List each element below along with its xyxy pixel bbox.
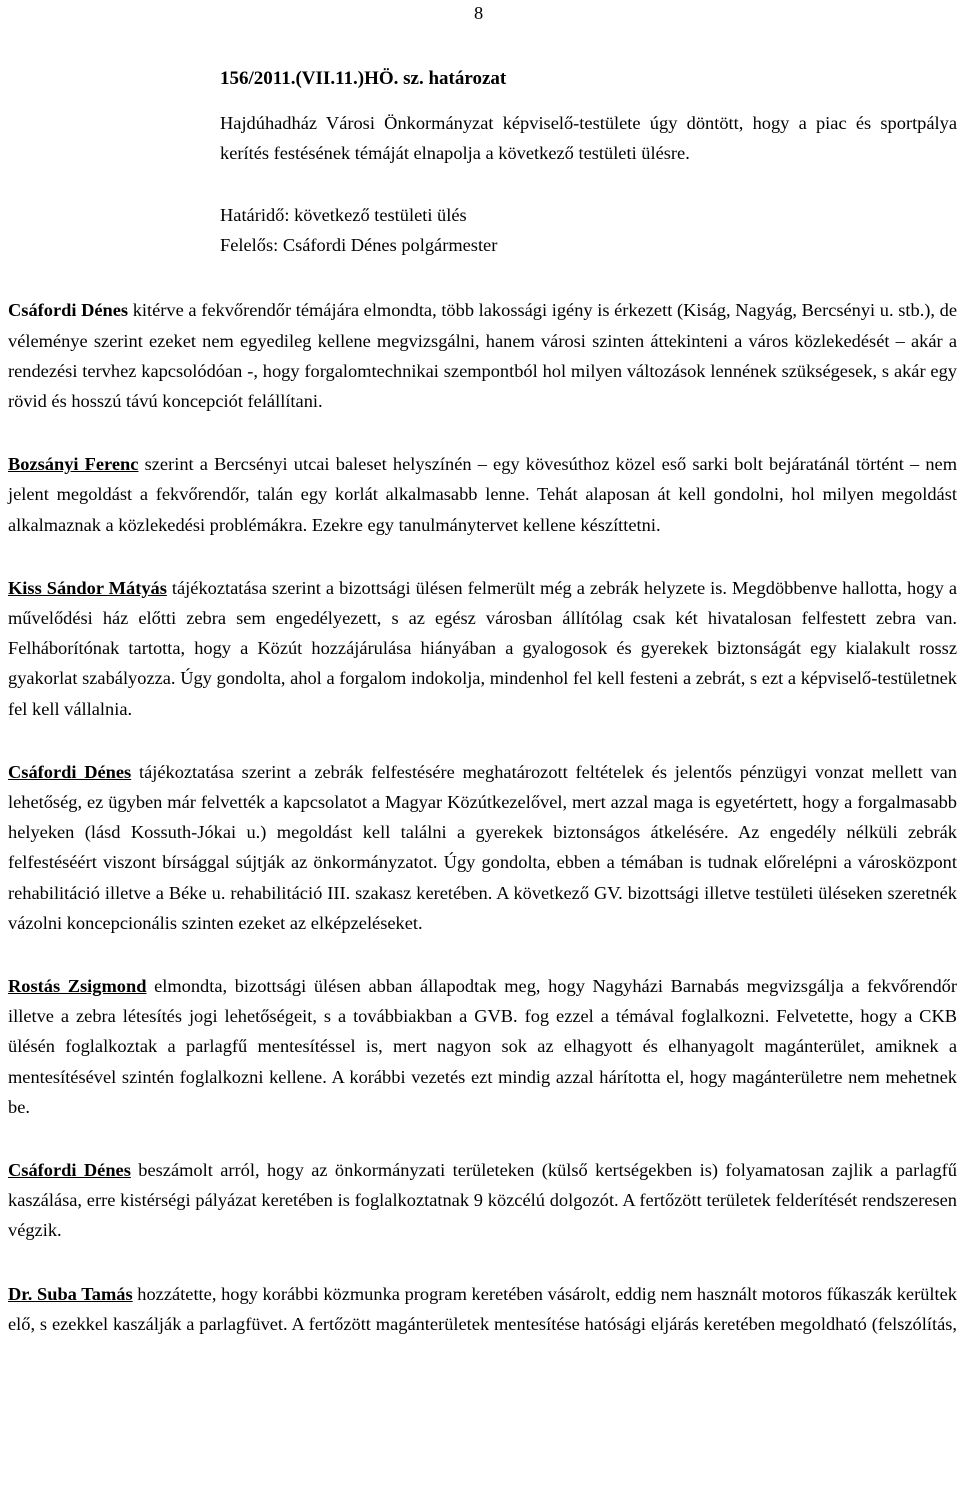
paragraph-text: elmondta, bizottsági ülésen abban állapodtak meg, hogy Nagyházi Barnabás megvizsgálja a fekvőrendőr illetve a zebra létesítés jogi lehetőségeit, s a továbbiakban a GVB. fog ezzel a témával foglalkozni. Felvetette, hogy a CKB ülésén foglalkoztak a parlagfű mentesítéssel is, mert nagyon sok az elhagyott és elhanyagolt magánterület, amiknek a mentesítésével szintén foglalkozni kellene. A korábbi vezetés ezt mindig azzal hárította el, hogy magánterületre nem mehetnek be.: [8, 976, 957, 1117]
paragraph: [8, 971, 957, 1122]
paragraph-continued: [8, 1279, 957, 1339]
deadline-label: Határidő:: [220, 205, 290, 226]
speaker-name: Csáfordi Dénes: [8, 1160, 131, 1181]
deadline-line: [220, 200, 957, 230]
decision-fields: [8, 200, 957, 260]
decision-text: Hajdúhadház Városi Önkormányzat képviselő-testülete úgy döntött, hogy a piac és sportpálya kerítés festésének témáját elnapolja a következő testületi ülésre.: [220, 113, 957, 164]
paragraph: [8, 295, 957, 416]
speaker-name: Csáfordi Dénes: [8, 300, 129, 321]
responsible-label: Felelős:: [220, 235, 279, 256]
deadline-value: következő testületi ülés: [294, 205, 467, 226]
decision-title: 156/2011.(VII.11.)HÖ. sz. határozat: [220, 68, 507, 89]
speaker-name: Csáfordi Dénes: [8, 761, 132, 782]
speaker-name: Dr. Suba Tamás: [8, 1283, 133, 1304]
paragraph: [8, 757, 957, 938]
speaker-name: Kiss Sándor Mátyás: [8, 577, 167, 598]
speaker-name: Bozsányi Ferenc: [8, 454, 139, 475]
paragraph: [8, 449, 957, 540]
paragraph: [8, 1155, 957, 1246]
speaker-name: Rostás Zsigmond: [8, 976, 147, 997]
document-body: [8, 64, 957, 1339]
paragraph-text: kitérve a fekvőrendőr témájára elmondta, több lakossági igény is érkezett (Kiság, Nagyág, Bercsényi u. stb.), de véleménye szerint ezeket nem egyedileg kellene megvizsgálni, hanem városi szinten áttekinteni a város közlekedését – akár a rendezési tervhez kapcsolódóan -, hogy forgalomtechnikai szempontból hol milyen változások lennének szükségesek, s akár egy rövid és hosszú távú koncepciót felállítani.: [8, 300, 958, 412]
paragraph: [8, 573, 957, 724]
paragraph-text: tájékoztatása szerint a bizottsági ülésen felmerült még a zebrák helyzete is. Megdöbbenve hallotta, hogy a művelődési ház előtti zebra sem engedélyezett, s az egész városban állítólag csak két hivatalosan felfestett zebra van. Felháborítónak tartotta, hogy a Közút hozzájárulása hiányában a gyalogosok és gyerekek biztonságát egy kialakult rossz gyakorlat szabályozza. Úgy gondolta, ahol a forgalom indokolja, mindenhol fel kell festeni a zebrát, s ezt a képviselő-testületnek fel kell vállalnia.: [8, 577, 957, 719]
paragraph-text: hozzátette, hogy korábbi közmunka program keretében vásárolt, eddig nem használt motoros fűkaszák kerültek elő, s ezekkel kaszálják a parlagfüvet. A fertőzött magánterületek mentesítése hatósági eljárás keretében megoldható (felszólítás,: [8, 1283, 957, 1334]
page-number: 8: [474, 3, 484, 23]
paragraph-text: szerint a Bercsényi utcai baleset helyszínén – egy kövesúthoz közel eső sarki bolt bejáratánál történt – nem jelent megoldást a fekvőrendőr, talán egy korlát alkalmasabb lenne. Tehát alaposan át kell gondolni, hol milyen megoldást alkalmaznak a közlekedési problémákra. Ezekre egy tanulmánytervet kellene készíttetni.: [8, 454, 957, 535]
responsible-value: Csáfordi Dénes polgármester: [282, 235, 498, 256]
paragraph-text: tájékoztatása szerint a zebrák felfestésére meghatározott feltételek és jelentős pénzügyi vonzat mellett van lehetőség, ez ügyben már felvették a kapcsolatot a Magyar Közútkezelővel, mert azzal maga is egyetértett, hogy a forgalmasabb helyeken (lásd Kossuth-Jókai u.) megoldást kell találni a gyerekek biztonságos átkelésére. Az engedély nélküli zebrák felfestéséért viszont bírsággal sújtják az önkormányzatot. Úgy gondolta, ebben a témában is tudnak előrelépni a városközpont rehabilitáció illetve a Béke u. rehabilitáció III. szakasz keretében. A következő GV. bizottsági illetve testületi üléseken szeretnék vázolni koncepcionális szinten ezeket az elképzeléseket.: [8, 761, 957, 933]
responsible-line: [220, 230, 957, 260]
paragraph-text: beszámolt arról, hogy az önkormányzati területeken (külső kertségekben is) folyamatosan zajlik a parlagfű kaszálása, erre kistérségi pályázat keretében is foglalkoztatnak 9 közcélú dolgozót. A fertőzött területek felderítését rendszeresen végzik.: [8, 1160, 957, 1241]
